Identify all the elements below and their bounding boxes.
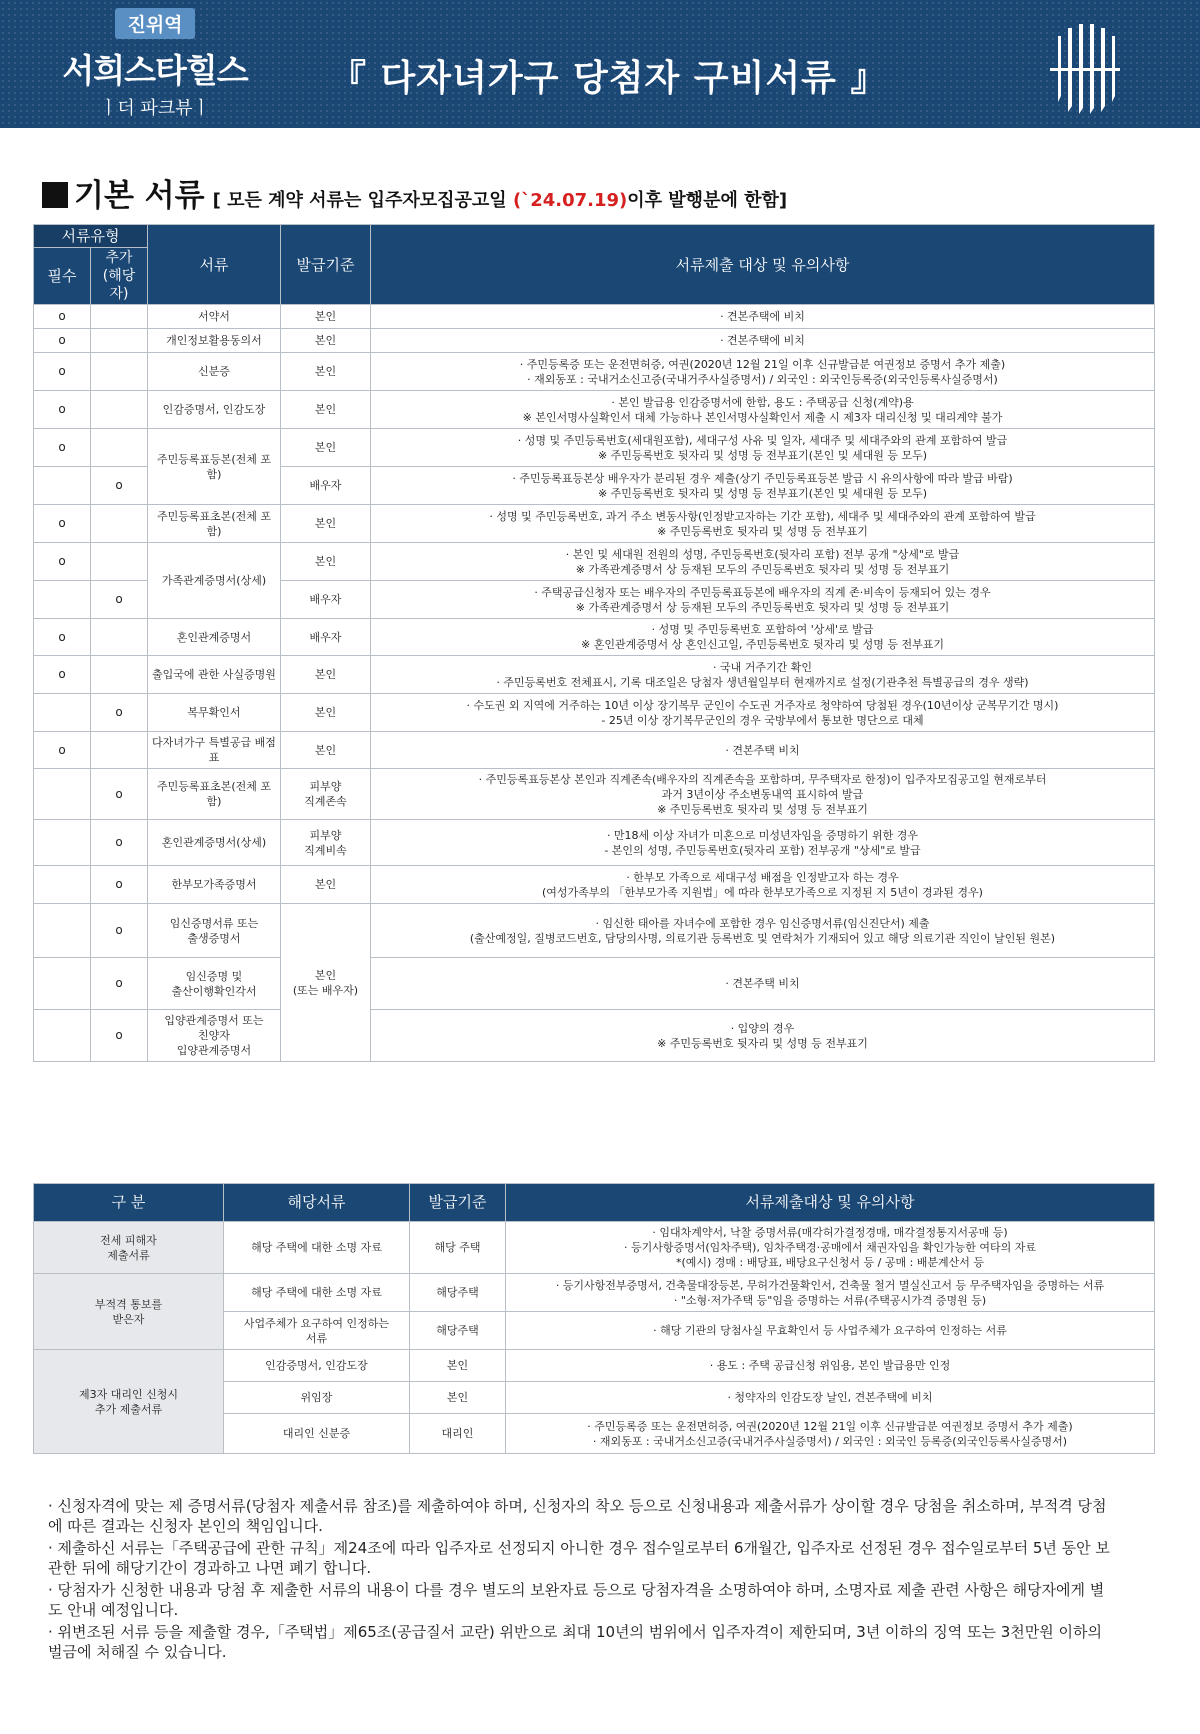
required-mark: o [34,391,91,429]
document-notes: · 견본주택 비치 [371,732,1155,769]
document-name: 혼인관계증명서(상세) [148,820,281,866]
issue-basis: 본인 [281,866,371,904]
issue-basis: 본인 [281,732,371,769]
document-notes: · 주민등록표등본상 배우자가 분리된 경우 제출(상기 주민등록표등본 발급 시 유의사항에 따라 발급 바람) ※ 주민등록번호 뒷자리 및 성명 등 전부표기(본인 및 세대원 등 모두) [371,467,1155,505]
required-mark [34,769,91,820]
document-notes: · 수도권 외 지역에 거주하는 10년 이상 장기복무 군인이 수도권 거주자로 청약하여 당첨된 경우(10년이상 군복무기간 명시) - 25년 이상 장기복무군인의 경우 국방부에서 통보한 명단으로 대체 [371,694,1155,732]
additional-mark [91,505,148,543]
header-required: 필수 [34,248,91,305]
document-name: 출입국에 관한 사실증명원 [148,656,281,694]
table-row [34,1010,1155,1062]
issue-basis: 본인 [281,305,371,329]
document-name: 혼인관계증명서 [148,619,281,656]
issue-basis: 배우자 [281,619,371,656]
table-row [34,656,1155,694]
additional-mark [91,391,148,429]
document-name: 임신증명 및 출산이행확인각서 [148,958,281,1010]
document-name: 복무확인서 [148,694,281,732]
additional-mark [91,429,148,467]
table-row [34,429,1155,467]
table-row [34,958,1155,1010]
footnote: · 당첨자가 신청한 내용과 당첨 후 제출한 서류의 내용이 다를 경우 별도의 보완자료 등으로 당첨자격을 소명하여야 하며, 소명자료 제출 관련 사항은 해당자에게 별도 안내 예정입니다. [48,1581,1105,1619]
header-basis: 발급기준 [410,1184,506,1222]
table-row [34,619,1155,656]
document-name: 가족관계증명서(상세) [148,543,281,619]
additional-mark: o [91,1010,148,1062]
square-bullet-icon [42,182,68,208]
document-notes: · 성명 및 주민등록번호 포함하여 '상세'로 발급 ※ 혼인관계증명서 상 혼인신고일, 주민등록번호 뒷자리 및 성명 등 전부표기 [371,619,1155,656]
required-mark: o [34,543,91,581]
issue-basis: 본인 [281,505,371,543]
table-row [34,391,1155,429]
issue-basis: 배우자 [281,581,371,619]
document-name: 입양관계증명서 또는 친양자 입양관계증명서 [148,1010,281,1062]
document-name: 인감증명서, 인감도장 [224,1350,410,1382]
table-row [34,866,1155,904]
category-name: 제3자 대리인 신청시 추가 제출서류 [34,1350,224,1454]
document-notes: · 국내 거주기간 확인 · 주민등록번호 전체표시, 기록 대조일은 당첨자 생년월일부터 현재까지로 설정(기관추천 특별공급의 경우 생략) [371,656,1155,694]
section-heading: 기본 서류 [74,178,205,214]
document-notes: · 입양의 경우 ※ 주민등록번호 뒷자리 및 성명 등 전부표기 [371,1010,1155,1062]
document-notes: · 임신한 태아를 자녀수에 포함한 경우 임신증명서류(임신진단서) 제출 (출산예정일, 질병코드번호, 담당의사명, 의료기관 등록번호 및 연락처가 기재되어 있고 해당 의료기관 직인이 날인된 원본) [371,904,1155,958]
table-row [34,543,1155,581]
document-name: 해당 주택에 대한 소명 자료 [224,1274,410,1312]
table-row [34,732,1155,769]
additional-documents-table [33,1183,1155,1454]
document-notes: · 임대차계약서, 낙찰 증명서류(매각허가결정경매, 매각결정통지서공매 등) · 등기사항증명서(임차주택), 임차주택경·공매에서 채권자임을 확인가능한 여타의 자료 *(예시) 경매 : 배당표, 배당요구신청서 등 / 공매 : 배분계산서 등 [506,1222,1155,1274]
table-row [34,305,1155,329]
document-name: 서약서 [148,305,281,329]
required-mark: o [34,429,91,467]
issue-basis: 본인 [281,429,371,467]
document-name: 해당 주택에 대한 소명 자료 [224,1222,410,1274]
document-name: 대리인 신분증 [224,1414,410,1454]
additional-mark: o [91,467,148,505]
table-row [34,769,1155,820]
required-mark: o [34,329,91,353]
document-notes: · 만18세 이상 자녀가 미혼으로 미성년자임을 증명하기 위한 경우 - 본인의 성명, 주민등록번호(뒷자리 포함) 전부공개 "상세"로 발급 [371,820,1155,866]
document-notes: · 성명 및 주민등록번호, 과거 주소 변동사항(인정받고자하는 기간 포함), 세대주 및 세대주와의 관계 포함하여 발급 ※ 주민등록번호 뒷자리 및 성명 등 전부표기 [371,505,1155,543]
required-mark: o [34,732,91,769]
additional-mark [91,732,148,769]
issue-basis: 본인 [281,694,371,732]
document-name: 한부모가족증명서 [148,866,281,904]
document-name: 개인정보활용동의서 [148,329,281,353]
document-notes: · 한부모 가족으로 세대구성 배점을 인정받고자 하는 경우 (여성가족부의 「한부모가족 지원법」에 따라 한부모가족으로 지정된 지 5년이 경과된 경우) [371,866,1155,904]
additional-mark [91,329,148,353]
document-notes: · 주택공급신청자 또는 배우자의 주민등록표등본에 배우자의 직계 존·비속이 등재되어 있는 경우 ※ 가족관계증명서 상 등재된 모두의 주민등록번호 뒷자리 및 성명 등 전부표기 [371,581,1155,619]
issue-basis: 해당주택 [410,1312,506,1350]
table-row [34,1274,1155,1312]
header-basis: 발급기준 [281,225,371,305]
document-name: 위임장 [224,1382,410,1414]
table-row [34,329,1155,353]
document-notes: · 청약자의 인감도장 날인, 견본주택에 비치 [506,1382,1155,1414]
basic-documents-table [33,224,1155,1062]
additional-mark [91,305,148,329]
document-notes: · 등기사항전부증명서, 건축물대장등본, 무허가건물확인서, 건축물 철거 멸실신고서 등 무주택자임을 증명하는 서류 · "소형·저가주택 등"임을 증명하는 서류(주택공시가격 증명원 등) [506,1274,1155,1312]
document-notes: · 성명 및 주민등록번호(세대원포함), 세대구성 사유 및 일자, 세대주 및 세대주와의 관계 포함하여 발급 ※ 주민등록번호 뒷자리 및 성명 등 전부표기(본인 및 세대원 등 모두) [371,429,1155,467]
page-header [0,0,1200,128]
footnote: · 신청자격에 맞는 제 증명서류(당첨자 제출서류 참조)를 제출하여야 하며, 신청자의 착오 등으로 신청내용과 제출서류가 상이할 경우 당첨을 취소하며, 부적격 당첨에 따른 결과는 신청자 본인의 책임입니다. [48,1497,1107,1535]
issue-basis: 본인 [281,543,371,581]
page-title: 『 다자녀가구 당첨자 구비서류 』 [330,58,888,99]
additional-mark [91,543,148,581]
header-category: 구 분 [34,1184,224,1222]
document-notes: · 주민등록표등본상 본인과 직계존속(배우자의 직계존속을 포함하며, 무주택자로 한정)이 입주자모집공고일 현재로부터 과거 3년이상 주소변동내역 표시하여 발급 ※ 주민등록번호 뒷자리 및 성명 등 전부표기 [371,769,1155,820]
table-row [34,1350,1155,1382]
header-document: 서류 [148,225,281,305]
issue-basis: 대리인 [410,1414,506,1454]
category-name: 전세 피해자 제출서류 [34,1222,224,1274]
brand-subtitle: ㅣ더 파크뷰ㅣ [99,98,211,119]
document-notes: · 해당 기관의 당첨사실 무효확인서 등 사업주체가 요구하여 인정하는 서류 [506,1312,1155,1350]
document-name: 다자녀가구 특별공급 배점표 [148,732,281,769]
header-doc-type: 서류유형 [34,225,148,248]
additional-mark: o [91,694,148,732]
footnote: · 제출하신 서류는「주택공급에 관한 규칙」제24조에 따라 입주자로 선정되지 아니한 경우 접수일로부터 6개월간, 입주자로 선정된 경우 접수일로부터 5년 동안 보관한 뒤에 해당기간이 경과하고 나면 폐기 합니다. [48,1539,1110,1577]
additional-mark [91,353,148,391]
document-notes: · 본인 및 세대원 전원의 성명, 주민등록번호(뒷자리 포함) 전부 공개 "상세"로 발급 ※ 가족관계증명서 상 등재된 모두의 주민등록번호 뒷자리 및 성명 등 전부표기 [371,543,1155,581]
required-mark [34,904,91,958]
document-name: 주민등록표초본(전체 포함) [148,505,281,543]
issue-basis: 해당 주택 [410,1222,506,1274]
required-mark [34,866,91,904]
table-row [34,505,1155,543]
additional-mark: o [91,904,148,958]
required-mark: o [34,619,91,656]
required-mark [34,581,91,619]
issue-basis: 본인 [281,353,371,391]
required-mark: o [34,353,91,391]
header-notes: 서류제출 대상 및 유의사항 [371,225,1155,305]
document-notes: · 견본주택 비치 [371,958,1155,1010]
issue-basis: 본인 [281,656,371,694]
header-notes: 서류제출대상 및 유의사항 [506,1184,1155,1222]
document-notes: · 본인 발급용 인감증명서에 한함, 용도 : 주택공급 신청(계약)용 ※ 본인서명사실확인서 대체 가능하나 본인서명사실확인서 제출 시 제3자 대리신청 및 대리계약 불가 [371,391,1155,429]
issue-basis: 본인 (또는 배우자) [281,904,371,1062]
brand-name: 서희스타힐스 [62,51,248,90]
additional-mark: o [91,958,148,1010]
additional-mark [91,619,148,656]
document-notes: · 주민등록증 또는 운전면허증, 여권(2020년 12월 21일 이후 신규발급분 여권정보 증명서 추가 제출) · 재외동포 : 국내거소신고증(국내거주사실증명서) / 외국인 : 외국인 등록증(외국인등록사실증명서) [506,1414,1155,1454]
issue-basis: 해당주택 [410,1274,506,1312]
issue-basis: 본인 [281,329,371,353]
document-notes: · 견본주택에 비치 [371,329,1155,353]
required-mark [34,694,91,732]
document-name: 신분증 [148,353,281,391]
additional-mark: o [91,581,148,619]
required-mark [34,820,91,866]
required-mark [34,467,91,505]
additional-mark: o [91,820,148,866]
document-notes: · 용도 : 주택 공급신청 위임용, 본인 발급용만 인정 [506,1350,1155,1382]
brand-logo-icon [1050,22,1120,116]
document-name: 주민등록표등본(전체 포함) [148,429,281,505]
additional-documents-body [34,1222,1155,1454]
table-row [34,820,1155,866]
table-row [34,353,1155,391]
issue-basis: 본인 [410,1350,506,1382]
brand [40,8,270,120]
document-name: 인감증명서, 인감도장 [148,391,281,429]
required-mark [34,958,91,1010]
notice-date: (`24.07.19) [512,190,628,211]
additional-mark [91,656,148,694]
section-subtitle: [ 모든 계약 서류는 입주자모집공고일 (`24.07.19)이후 발행분에 한함] [212,190,788,211]
header-document: 해당서류 [224,1184,410,1222]
document-notes: · 견본주택에 비치 [371,305,1155,329]
issue-basis: 배우자 [281,467,371,505]
issue-basis: 피부양 직계존속 [281,769,371,820]
table-row [34,1222,1155,1274]
footnote: · 위변조된 서류 등을 제출할 경우,「주택법」제65조(공급질서 교란) 위반으로 최대 10년의 범위에서 입주자격이 제한되며, 3년 이하의 징역 또는 3천만원 이하의 벌금에 처해질 수 있습니다. [48,1623,1103,1661]
issue-basis: 피부양 직계비속 [281,820,371,866]
document-name: 주민등록표초본(전체 포함) [148,769,281,820]
issue-basis: 본인 [410,1382,506,1414]
issue-basis: 본인 [281,391,371,429]
basic-documents-body [34,305,1155,1062]
header-additional: 추가 (해당자) [91,248,148,305]
additional-mark: o [91,769,148,820]
required-mark: o [34,305,91,329]
additional-mark: o [91,866,148,904]
required-mark: o [34,656,91,694]
category-name: 부적격 통보를 받은자 [34,1274,224,1350]
document-name: 임신증명서류 또는 출생증명서 [148,904,281,958]
section-title [42,170,787,215]
required-mark [34,1010,91,1062]
footnotes [48,1496,1118,1664]
station-badge: 진위역 [115,8,194,39]
table-row [34,904,1155,958]
document-notes: · 주민등록증 또는 운전면허증, 여권(2020년 12월 21일 이후 신규발급분 여권정보 증명서 추가 제출) · 재외동포 : 국내거소신고증(국내거주사실증명서) / 외국인 : 외국인등록증(외국인등록사실증명서) [371,353,1155,391]
required-mark: o [34,505,91,543]
table-row [34,694,1155,732]
document-name: 사업주체가 요구하여 인정하는 서류 [224,1312,410,1350]
